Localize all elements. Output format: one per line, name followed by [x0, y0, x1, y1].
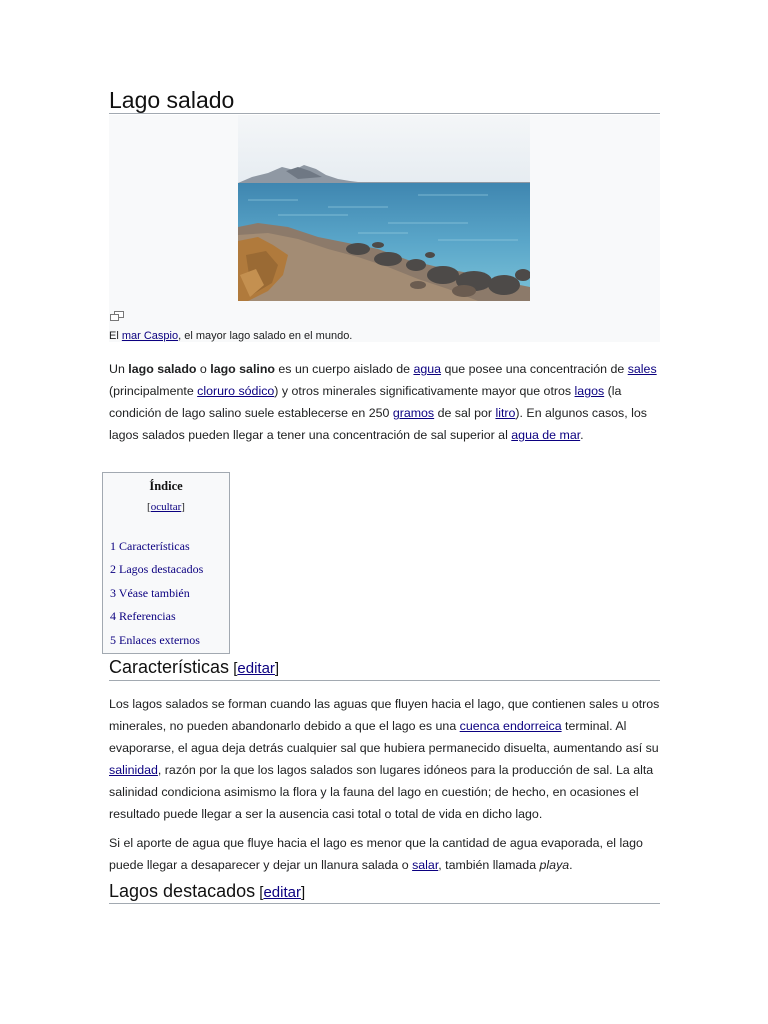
link-litro[interactable]: litro [495, 406, 516, 420]
link-lagos[interactable]: lagos [574, 384, 605, 398]
bold-term: lago salado [128, 362, 197, 376]
bracket: [ [255, 884, 264, 901]
title-divider [109, 113, 660, 114]
text: o [196, 362, 211, 376]
lake-photo-graphic [238, 115, 530, 301]
text: de sal por [434, 406, 496, 420]
toc-item-caracteristicas[interactable]: 1 Características [110, 539, 190, 553]
bracket: [ [229, 660, 238, 677]
link-salar[interactable]: salar [412, 858, 439, 872]
edit-link[interactable]: editar [237, 660, 275, 677]
section-heading-lagos-destacados [109, 880, 305, 904]
bracket: ] [274, 660, 280, 677]
text: , también llamada [438, 858, 540, 872]
heading-text: Características [109, 657, 230, 677]
text: ). En algunos casos, los lagos salados pueden llegar a tener una concentración de sal superior al [109, 406, 647, 442]
heading-text: Lagos destacados [109, 881, 256, 901]
edit-section [229, 660, 279, 677]
text: (principalmente [109, 384, 198, 398]
edit-section [255, 884, 305, 901]
link-sales[interactable]: sales [627, 362, 657, 376]
section-divider [109, 680, 660, 681]
section-heading-caracteristicas [109, 656, 279, 680]
text: . [569, 858, 573, 872]
text: Si el aporte de agua que fluye hacia el lago es menor que la cantidad de agua evaporada, el lago puede llegar a desaparecer y dejar un llanura salada o [109, 836, 643, 872]
link-cuenca-endorreica[interactable]: cuenca endorreica [459, 719, 562, 733]
link-cloruro-sodico[interactable]: cloruro sódico [197, 384, 275, 398]
toc-item-referencias[interactable]: 4 Referencias [110, 609, 176, 624]
text: Los lagos salados se forman cuando las aguas que fluyen hacia el lago, que contienen sales u otros minerales, no pueden abandonarlo debido a que el lago es una [109, 697, 660, 733]
text: . [580, 428, 584, 442]
caption-text: , el mayor lago salado en el mundo. [178, 330, 353, 342]
text: Un [109, 362, 129, 376]
figure-caption [109, 328, 352, 344]
edit-link[interactable]: editar [263, 884, 301, 901]
link-gramos[interactable]: gramos [392, 406, 435, 420]
text: , razón por la que los lagos salados son lugares idóneos para la producción de sal. La alta salinidad condiciona asimismo la flora y la fauna del lago en cuestión; de hecho, en ocasiones el resultado puede llegar a ser la ausencia casi total o total de vida en dicho lago. [109, 763, 654, 821]
page-title: Lago salado [109, 87, 235, 113]
text: (la condición de lago salino suele establecerse en 250 [109, 384, 622, 420]
toc-hide-link[interactable]: ocultar [150, 501, 182, 513]
text: es un cuerpo aislado de [274, 362, 414, 376]
bold-term: lago salino [210, 362, 275, 376]
toc-list [110, 538, 203, 655]
toc-title: Índice [149, 479, 183, 493]
bracket: [ [147, 501, 151, 513]
bracket: ] [300, 884, 306, 901]
table-of-contents [102, 472, 230, 654]
toc-item-lagos-destacados[interactable]: 2 Lagos destacados [110, 562, 204, 577]
text: que posee una concentración de [441, 362, 628, 376]
caracteristicas-paragraph-1 [109, 693, 660, 825]
link-agua[interactable]: agua [413, 362, 442, 376]
italic-term: playa [539, 858, 570, 872]
caracteristicas-paragraph-2 [109, 832, 660, 876]
bracket: ] [181, 501, 185, 513]
intro-paragraph [109, 358, 660, 446]
caption-text: El [109, 330, 122, 342]
toc-toggle [103, 501, 229, 513]
link-salinidad[interactable]: salinidad [109, 763, 158, 777]
lake-photo[interactable] [238, 115, 530, 301]
thumbnail-figure [109, 115, 660, 342]
magnify-icon[interactable] [110, 311, 124, 321]
section-divider [109, 903, 660, 904]
link-agua-de-mar[interactable]: agua de mar [511, 428, 581, 442]
text: terminal. Al evaporarse, el agua deja detrás cualquier sal que hubiera permanecido disuelta, aumentando así su [109, 719, 659, 755]
link-mar-caspio[interactable]: mar Caspio [121, 330, 179, 342]
toc-item-enlaces-externos[interactable]: 5 Enlaces externos [110, 632, 200, 647]
text: ) y otros minerales significativamente mayor que otros [274, 384, 575, 398]
toc-item-vease-tambien[interactable]: 3 Véase también [110, 585, 190, 600]
